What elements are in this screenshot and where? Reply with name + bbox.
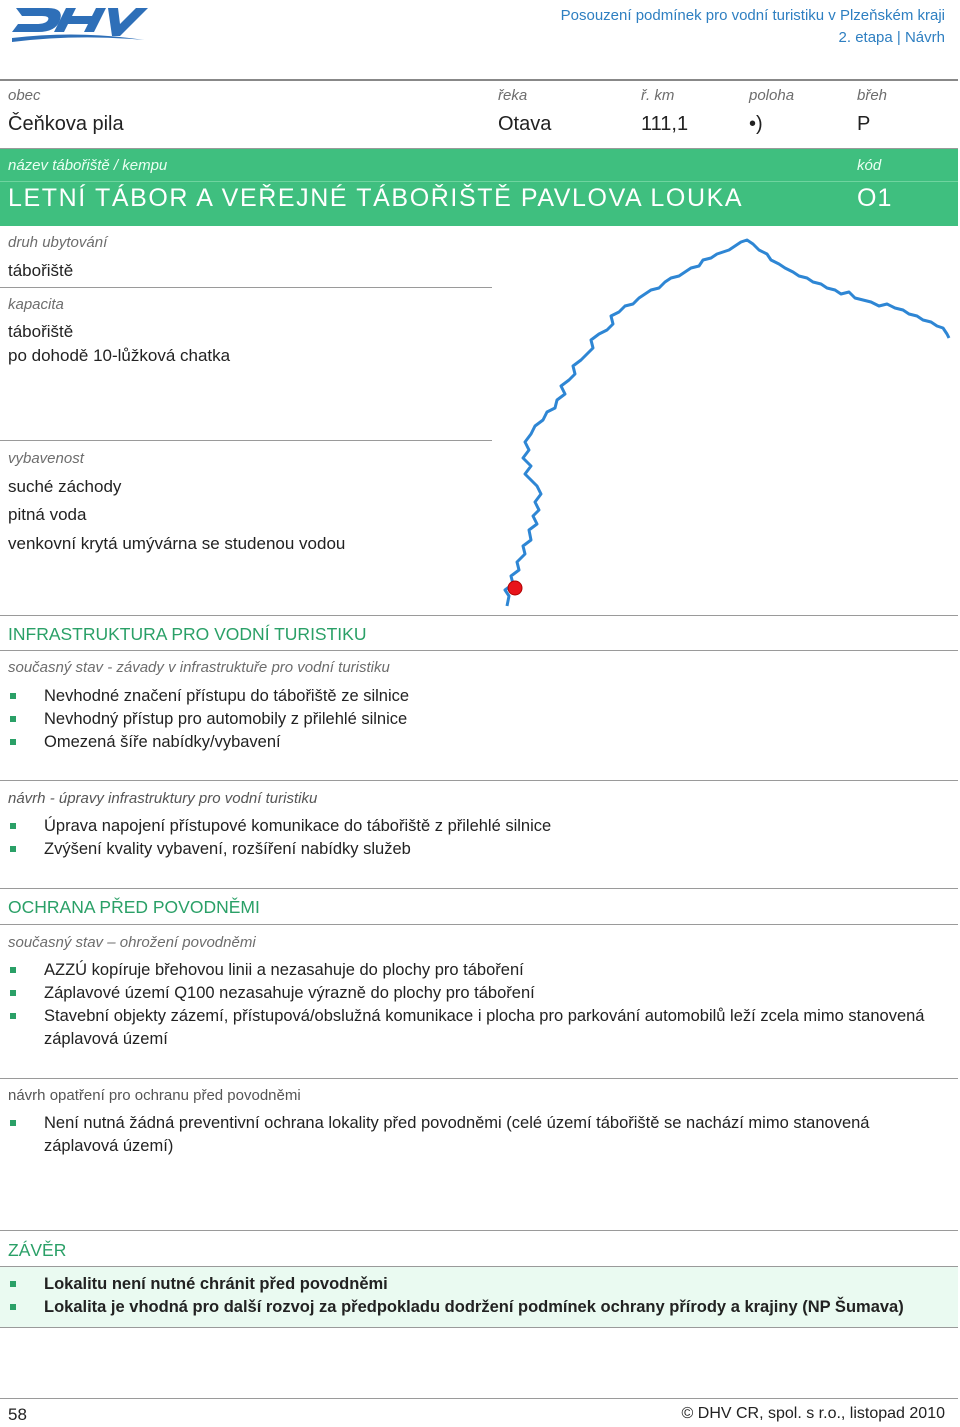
camp-name-value: LETNÍ TÁBOR A VEŘEJNÉ TÁBOŘIŠTĚ PAVLOVA LOUKA xyxy=(8,184,744,212)
kapacita-divider xyxy=(0,440,492,441)
list-item: Lokalitu není nutné chránit před povodněmi xyxy=(8,1273,938,1296)
river-map-svg xyxy=(495,228,955,613)
reka-value: Otava xyxy=(498,113,552,135)
dhv-logo-icon xyxy=(8,2,148,48)
flood-stav-label: současný stav – ohrožení povodněmi xyxy=(8,934,256,951)
section-divider xyxy=(0,924,958,925)
section-divider xyxy=(0,650,958,651)
flood-heading: OCHRANA PŘED POVODNĚMI xyxy=(8,897,260,917)
list-item: Stavební objekty zázemí, přístupová/obslužná komunikace i plocha pro parkování automobilů leží zcela mimo stanovená záplavová území xyxy=(8,1005,928,1051)
page-number: 58 xyxy=(8,1405,27,1424)
list-item: AZZÚ kopíruje břehovou linii a nezasahuje do plochy pro táboření xyxy=(8,959,928,982)
infrastructure-heading: INFRASTRUKTURA PRO VODNÍ TURISTIKU xyxy=(8,624,367,644)
infrastructure-navrh-label: návrh - úpravy infrastruktury pro vodní turistiku xyxy=(8,790,318,807)
druh-label: druh ubytování xyxy=(8,234,108,251)
rkm-label: ř. km xyxy=(641,87,675,104)
breh-label: břeh xyxy=(857,87,888,104)
list-item: Nevhodný přístup pro automobily z přilehlé silnice xyxy=(8,708,928,731)
vybavenost-line: suché záchody xyxy=(8,477,122,496)
document-title: Posouzení podmínek pro vodní turistiku v Plzeňském kraji xyxy=(560,7,945,24)
list-item: Úprava napojení přístupové komunikace do tábořiště z přilehlé silnice xyxy=(8,815,928,838)
breh-value: P xyxy=(857,113,871,135)
flood-navrh-label: návrh opatření pro ochranu před povodněmi xyxy=(8,1087,301,1104)
kapacita-label: kapacita xyxy=(8,296,64,313)
section-divider xyxy=(0,888,958,889)
river-line xyxy=(505,240,949,606)
vybavenost-label: vybavenost xyxy=(8,450,84,467)
kapacita-line: tábořiště xyxy=(8,322,74,341)
druh-value: tábořiště xyxy=(8,261,74,280)
section-divider xyxy=(0,615,958,616)
kapacita-line: po dohodě 10-lůžková chatka xyxy=(8,346,231,365)
infrastructure-stav-label: současný stav - závady v infrastruktuře pro vodní turistiku xyxy=(8,659,390,676)
river-map xyxy=(495,228,955,613)
camp-name-divider xyxy=(0,181,958,182)
footer-divider xyxy=(0,1398,958,1399)
camp-location-marker xyxy=(508,581,522,595)
camp-name-bar xyxy=(0,149,958,226)
infrastructure-stav-list xyxy=(8,685,928,754)
document-subtitle: 2. etapa | Návrh xyxy=(838,29,945,46)
list-item: Zvýšení kvality vybavení, rozšíření nabídky služeb xyxy=(8,838,928,861)
document-header xyxy=(561,5,945,49)
company-logo xyxy=(8,2,148,48)
footer-copyright: © DHV CR, spol. s r.o., listopad 2010 xyxy=(681,1405,945,1422)
rkm-value: 111,1 xyxy=(641,113,689,135)
flood-navrh-list xyxy=(8,1112,928,1158)
conclusion-heading: ZÁVĚR xyxy=(8,1240,67,1260)
list-item: Nevhodné značení přístupu do tábořiště ze silnice xyxy=(8,685,928,708)
camp-name-label: název tábořiště / kempu xyxy=(8,157,168,174)
poloha-value: •) xyxy=(749,113,763,135)
list-item: Záplavové území Q100 nezasahuje výrazně do plochy pro táboření xyxy=(8,982,928,1005)
list-item: Lokalita je vhodná pro další rozvoj za předpokladu dodržení podmínek ochrany přírody a krajiny (NP Šumava) xyxy=(8,1296,938,1319)
kod-value: O1 xyxy=(857,184,893,212)
conclusion-list xyxy=(8,1273,938,1319)
vybavenost-line: venkovní krytá umývárna se studenou vodou xyxy=(8,534,346,553)
section-divider xyxy=(0,780,958,781)
list-item: Není nutná žádná preventivní ochrana lokality před povodněmi (celé území tábořiště se nachází mimo stanovená záplavová území) xyxy=(8,1112,928,1158)
infrastructure-navrh-list xyxy=(8,815,928,861)
obec-value: Čeňkova pila xyxy=(8,113,124,135)
reka-label: řeka xyxy=(498,87,528,104)
flood-stav-list xyxy=(8,959,928,1051)
vybavenost-line: pitná voda xyxy=(8,505,87,524)
poloha-label: poloha xyxy=(749,87,795,104)
druh-divider xyxy=(0,287,492,288)
obec-label: obec xyxy=(8,87,41,104)
section-divider xyxy=(0,1078,958,1079)
kod-label: kód xyxy=(857,157,882,174)
list-item: Omezená šíře nabídky/vybavení xyxy=(8,731,928,754)
section-divider xyxy=(0,1230,958,1231)
header-divider xyxy=(0,79,958,81)
